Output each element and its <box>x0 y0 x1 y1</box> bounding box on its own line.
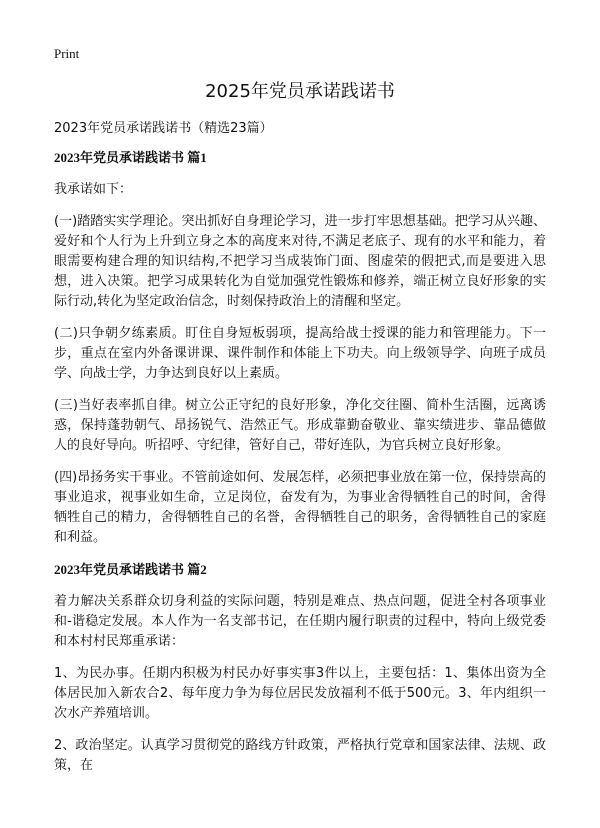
print-link[interactable]: Print <box>54 46 80 61</box>
section-heading: 2023年党员承诺践诺书 篇1 <box>54 150 207 165</box>
paragraph: 我承诺如下： <box>54 182 133 197</box>
paragraph: 着力解决关系群众切身利益的实际问题，特别是难点、热点问题，促进全村各项事业和-谐稳定发展。本人作为一名支部书记，在任期内履行职责的过程中，特向上级党委和本村村民郑重承诺： <box>54 594 546 649</box>
section-1 <box>54 148 546 548</box>
paragraph: (三)当好表率抓自律。树立公正守纪的良好形象，净化交往圈、简朴生活圈，远离诱惑，保持蓬勃朝气、昂扬锐气、浩然正气。形成靠勤奋敬业、靠实绩进步、靠品德做人的良好导向。听招呼、守纪律，管好自己，带好连队，为官兵树立良好形象。 <box>54 398 546 453</box>
paragraph: 1、为民办事。任期内积极为村民办好事实事3件以上，主要包括：1、集体出资为全体居民加入新农合2、每年度力争为每位居民发放福利不低于500元。3、年内组织一次水产养殖培训。 <box>54 666 546 721</box>
section-2 <box>54 560 546 776</box>
paragraph: (四)昂扬务实干事业。不管前途如何、发展怎样，必须把事业放在第一位，保持崇高的事业追求，视事业如生命，立足岗位，奋发有为，为事业舍得牺牲自己的时间，舍得牺牲自己的精力，舍得牺牲自己的名誉，舍得牺牲自己的职务，舍得牺牲自己的家庭和利益。 <box>54 470 546 545</box>
document-subtitle: 2023年党员承诺践诺书（精选23篇） <box>54 121 273 136</box>
page-title: 2025年党员承诺践诺书 <box>205 81 395 102</box>
paragraph: (二)只争朝夕练素质。盯住自身短板弱项，提高给战士授课的能力和管理能力。下一步，重点在室内外备课讲课、课件制作和体能上下功夫。向上级领导学、向班子成员学、向战士学，力争达到良好以上素质。 <box>54 326 546 381</box>
paragraph: 2、政治坚定。认真学习贯彻党的路线方针政策，严格执行党章和国家法律、法规、政策，在 <box>54 738 546 773</box>
document-content <box>54 148 546 788</box>
paragraph: (一)踏踏实实学理论。突出抓好自身理论学习，进一步打牢思想基础。把学习从兴趣、爱好和个人行为上升到立身之本的高度来对待,不满足老底子、现有的水平和能力，着眼需要构建合理的知识结构,不把学习当成装饰门面、图虚荣的假把式,而是要进入思想，进入决策。把学习成果转化为自觉加强党性锻炼和修养，端正树立良好形象的实际行动,转化为坚定政治信念，时刻保持政治上的清醒和坚定。 <box>54 214 546 309</box>
section-heading: 2023年党员承诺践诺书 篇2 <box>54 562 207 577</box>
